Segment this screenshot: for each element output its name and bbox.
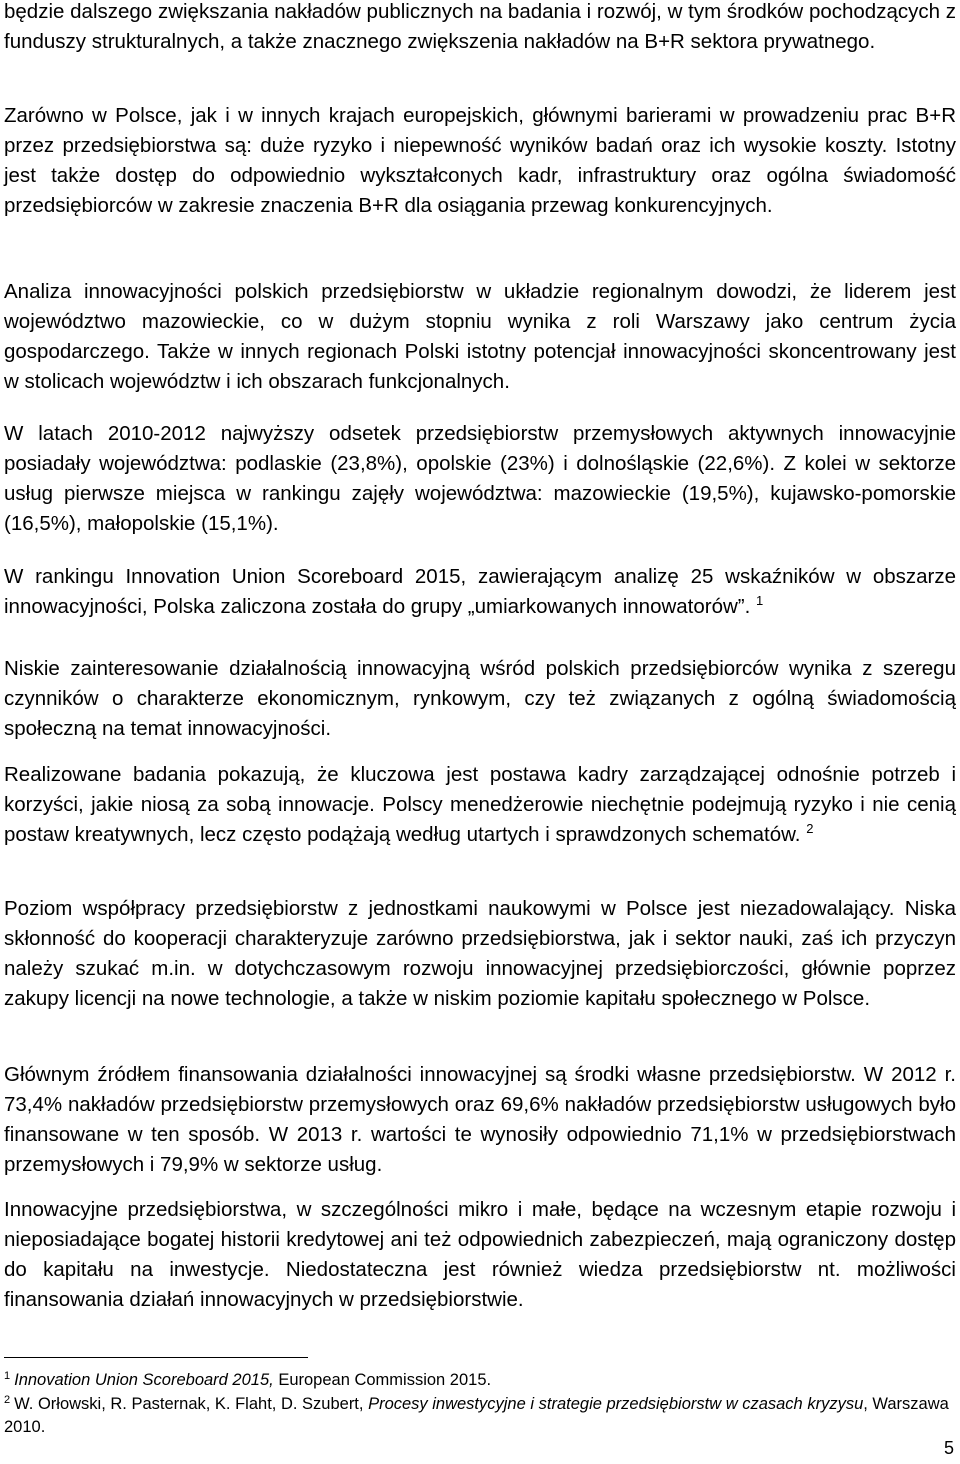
footnote-1-rest: European Commission 2015. xyxy=(273,1371,492,1389)
footnote-1 xyxy=(4,1369,956,1392)
paragraph-3: Analiza innowacyjności polskich przedsiębiorstw w układzie regionalnym dowodzi, że liderem jest województwo mazowieckie, co w dużym stopniu wynika z roli Warszawy jako centrum życia gospodarczego. Także w innych regionach Polski istotny potencjał innowacyjności skoncentrowany jest w stolicach województw i ich obszarach funkcjonalnych. xyxy=(4,280,956,393)
paragraph-4: W latach 2010-2012 najwyższy odsetek przedsiębiorstw przemysłowych aktywnych innowacyjnie posiadały województwa: podlaskie (23,8%), opolskie (23%) i dolnośląskie (22,6%). Z kolei w sektorze usług pierwsze miejsca w rankingu zajęły województwa: mazowieckie (19,5%), kujawsko-pomorskie (16,5%), małopolskie (15,1%). xyxy=(4,422,956,535)
footnote-2-rest: , Warszawa 2010. xyxy=(4,1395,949,1436)
paragraph-6: Niskie zainteresowanie działalnością innowacyjną wśród polskich przedsiębiorców wynika z szeregu czynników o charakterze ekonomicznym, rynkowym, czy też związanych z ogólną świadomością społeczną na temat innowacyjności. xyxy=(4,657,956,740)
paragraph-7 xyxy=(4,760,956,850)
paragraph-8: Poziom współpracy przedsiębiorstw z jednostkami naukowymi w Polsce jest niezadowalający. Niska skłonność do kooperacji charakteryzuje zarówno przedsiębiorstwa, jak i sektor nauki, zaś ich przyczyn należy szukać m.in. w dotychczasowym rozwoju innowacyjnej przedsiębiorczości, głównie poprzez zakupy licencji na nowe technologie, a także w niskim poziomie kapitału społecznego w Polsce. xyxy=(4,897,956,1010)
footnote-ref-2[interactable]: 2 xyxy=(806,821,814,837)
paragraph-5-text: W rankingu Innovation Union Scoreboard 2015, zawierającym analizę 25 wskaźników w obszarze innowacyjności, Polska zaliczona została do grupy „umiarkowanych innowatorów”. xyxy=(4,565,956,618)
paragraph-1: będzie dalszego zwiększania nakładów publicznych na badania i rozwój, w tym środków pochodzących z funduszy strukturalnych, a także znacznego zwiększenia nakładów na B+R sektora prywatnego. xyxy=(4,0,956,53)
paragraph-2: Zarówno w Polsce, jak i w innych krajach europejskich, głównymi barierami w prowadzeniu prac B+R przez przedsiębiorstwa są: duże ryzyko i niepewność wyników badań oraz ich wysokie koszty. Istotny jest także dostęp do odpowiednio wykształconych kadr, infrastruktury oraz ogólna świadomość przedsiębiorców w zakresie znaczenia B+R dla osiągania przewag konkurencyjnych. xyxy=(4,104,956,217)
footnote-ref-1[interactable]: 1 xyxy=(756,593,764,609)
footnote-1-number: 1 xyxy=(4,1369,11,1382)
paragraph-7-text: Realizowane badania pokazują, że kluczowa jest postawa kadry zarządzającej odnośnie potrzeb i korzyści, jakie niosą za sobą innowacje. Polscy menedżerowie niechętnie podejmują ryzyko i nie cenią postaw kreatywnych, lecz często podążają według utartych i sprawdzonych schematów. xyxy=(4,763,956,846)
paragraph-5 xyxy=(4,562,956,622)
paragraph-9: Głównym źródłem finansowania działalności innowacyjnej są środki własne przedsiębiorstw. W 2012 r. 73,4% nakładów przedsiębiorstw przemysłowych oraz 69,6% nakładów przedsiębiorstw usługowych było finansowane w ten sposób. W 2013 r. wartości te wynosiły odpowiednio 71,1% w przedsiębiorstwach przemysłowych i 79,9% w sektorze usług. xyxy=(4,1063,956,1176)
page-number: 5 xyxy=(943,1438,954,1458)
footnote-separator xyxy=(4,1357,308,1358)
paragraph-10: Innowacyjne przedsiębiorstwa, w szczególności mikro i małe, będące na wczesnym etapie rozwoju i nieposiadające bogatej historii kredytowej ani też odpowiednich zabezpieczeń, mają ograniczony dostęp do kapitału na inwestycje. Niedostateczna jest również wiedza przedsiębiorstw nt. możliwości finansowania działań innowacyjnych w przedsiębiorstwie. xyxy=(4,1198,956,1311)
footnote-2-number: 2 xyxy=(4,1393,11,1406)
footnote-2-authors: W. Orłowski, R. Pasternak, K. Flaht, D. Szubert, xyxy=(14,1395,369,1413)
footnote-2 xyxy=(4,1393,956,1439)
footnote-1-title: Innovation Union Scoreboard 2015, xyxy=(14,1371,274,1389)
footnote-2-title: Procesy inwestycyjne i strategie przedsiębiorstw w czasach kryzysu xyxy=(368,1395,864,1413)
